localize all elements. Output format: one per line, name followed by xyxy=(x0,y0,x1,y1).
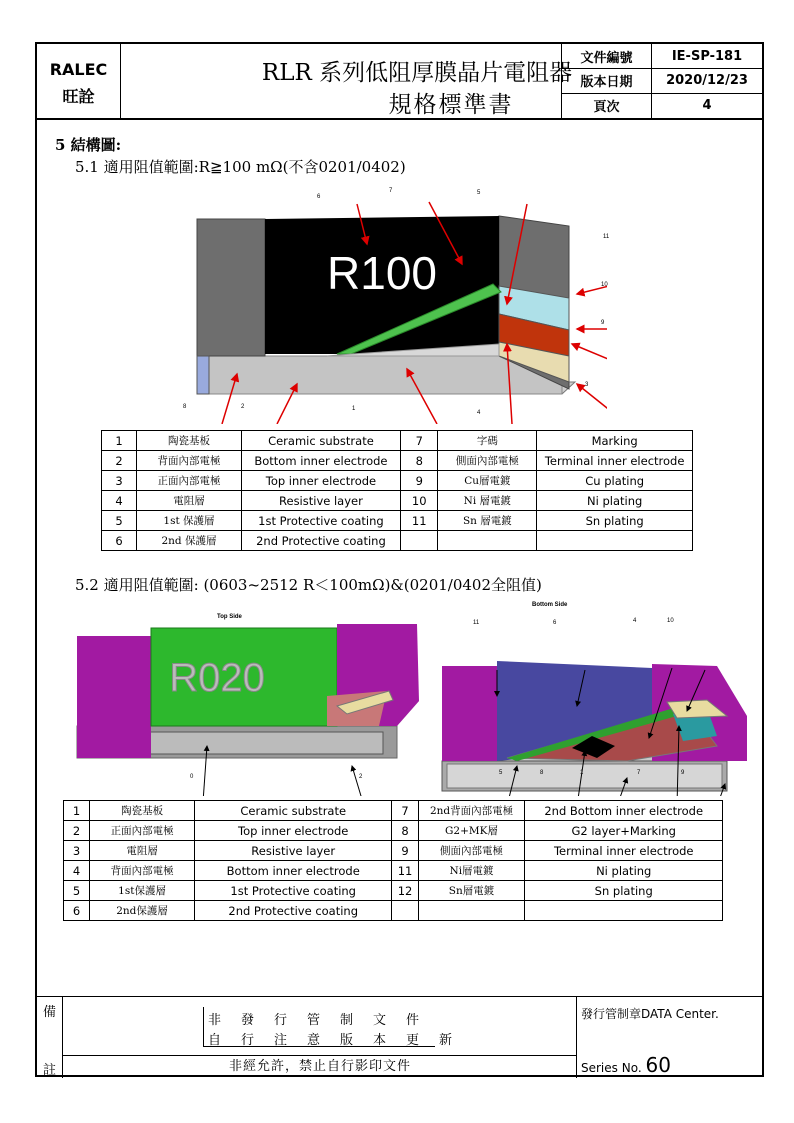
subsection-5-2: 5.2 適用阻值範圍: (0603~2512 R＜100mΩ)&(0201/0402全阻值) xyxy=(75,576,542,594)
table-cell: 2nd保護層 xyxy=(90,901,195,921)
series-value: 60 xyxy=(645,1053,671,1077)
parts-table-2 xyxy=(63,800,723,921)
table-row xyxy=(102,491,693,511)
doc-info-table xyxy=(561,44,762,118)
bottom-callout-11: 11 xyxy=(473,620,480,626)
bottom-side-view xyxy=(442,661,747,796)
table-cell: Terminal inner electrode xyxy=(525,841,723,861)
table-cell: Cu層電鍍 xyxy=(438,471,537,491)
page-value: 4 xyxy=(652,93,763,118)
table-cell: Top inner electrode xyxy=(194,821,391,841)
parts-table-1 xyxy=(101,430,693,551)
table-cell: Ni層電鍍 xyxy=(418,861,525,881)
callout-2: 2 xyxy=(241,404,245,410)
table-row xyxy=(64,881,723,901)
callout-5: 5 xyxy=(477,190,481,196)
table-cell: 5 xyxy=(102,511,137,531)
table-cell: Ni plating xyxy=(537,491,693,511)
table-cell: Resistive layer xyxy=(241,491,400,511)
table-cell: Cu plating xyxy=(537,471,693,491)
title-line2: 規格標準書 xyxy=(388,92,514,118)
table-cell: 1st 保護層 xyxy=(137,511,242,531)
date-label: 版本日期 xyxy=(562,69,652,94)
document-title xyxy=(121,44,573,118)
structure-figure-1 xyxy=(167,184,610,424)
table-cell: Ceramic substrate xyxy=(241,431,400,451)
table-row xyxy=(64,821,723,841)
table-cell: 9 xyxy=(392,841,418,861)
table-row xyxy=(102,531,693,551)
bottom-callout-9: 9 xyxy=(681,770,685,776)
table-cell: 陶瓷基板 xyxy=(137,431,242,451)
remark-bottom: 註 xyxy=(43,1063,57,1078)
table-cell: 4 xyxy=(64,861,90,881)
table-cell: 4 xyxy=(102,491,137,511)
table-cell: 側面內部電極 xyxy=(418,841,525,861)
table-cell: 8 xyxy=(401,451,438,471)
bottom-callout-5: 5 xyxy=(499,770,503,776)
table-cell: 正面內部電極 xyxy=(137,471,242,491)
table-cell: 6 xyxy=(64,901,90,921)
table-row xyxy=(102,511,693,531)
table-cell: 9 xyxy=(401,471,438,491)
table-cell xyxy=(537,531,693,551)
table-cell: Bottom inner electrode xyxy=(241,451,400,471)
table-cell: Sn 層電鍍 xyxy=(438,511,537,531)
table-cell: Ceramic substrate xyxy=(194,801,391,821)
control-cell xyxy=(577,997,762,1078)
table-cell: 1st保護層 xyxy=(90,881,195,901)
table-row xyxy=(102,471,693,491)
top-side-view xyxy=(77,624,419,796)
table-cell: 3 xyxy=(64,841,90,861)
stamp-line2: 自行注意版本更新 xyxy=(208,1033,473,1048)
marking-text-2: R020 xyxy=(169,656,265,700)
company-en: RALEC xyxy=(49,60,108,79)
table-cell: 2nd Bottom inner electrode xyxy=(525,801,723,821)
table-cell xyxy=(438,531,537,551)
table-cell: 電阻層 xyxy=(137,491,242,511)
control-stamp: 發行管制章DATA Center. xyxy=(581,1007,719,1021)
bottom-callout-7: 7 xyxy=(637,770,641,776)
callout-11: 11 xyxy=(603,234,610,240)
table-cell: G2 layer+Marking xyxy=(525,821,723,841)
table-cell: 12 xyxy=(392,881,418,901)
table-cell: Sn plating xyxy=(525,881,723,901)
document-footer xyxy=(37,996,762,1077)
company-cell xyxy=(37,44,121,118)
table-cell: 2nd Protective coating xyxy=(241,531,400,551)
table-cell: 正面內部電極 xyxy=(90,821,195,841)
table-cell: 1st Protective coating xyxy=(194,881,391,901)
table-cell: Ni plating xyxy=(525,861,723,881)
callout-1: 1 xyxy=(352,406,356,412)
table-row xyxy=(64,801,723,821)
series-label: Series No. xyxy=(581,1061,642,1075)
stamp-line1: 非發行管制文件 xyxy=(208,1013,440,1028)
table-cell: Terminal inner electrode xyxy=(537,451,693,471)
table-cell: 側面內部電極 xyxy=(438,451,537,471)
remark-top: 備 xyxy=(43,1005,57,1020)
bottom-left-terminal-shape xyxy=(442,666,497,761)
table-cell: 陶瓷基板 xyxy=(90,801,195,821)
top-left-terminal-shape xyxy=(77,636,151,758)
date-value: 2020/12/23 xyxy=(652,69,763,94)
table-cell: 8 xyxy=(392,821,418,841)
table-cell: 2nd背面內部電極 xyxy=(418,801,525,821)
top-callout-0: 0 xyxy=(190,774,194,780)
copy-notice: 非經允許，禁止自行影印文件 xyxy=(63,1055,577,1078)
doc-no-label: 文件編號 xyxy=(562,44,652,69)
table-cell xyxy=(418,901,525,921)
bottom-callout-10: 10 xyxy=(667,618,674,624)
table-cell: Top inner electrode xyxy=(241,471,400,491)
bottom-callout-8: 8 xyxy=(540,770,544,776)
remark-cell xyxy=(37,997,63,1078)
table-row xyxy=(64,861,723,881)
callout-6: 6 xyxy=(317,194,321,200)
notice-cell xyxy=(63,997,577,1078)
table-cell: 5 xyxy=(64,881,90,901)
document-header xyxy=(37,44,762,120)
table-cell: Ni 層電鍍 xyxy=(438,491,537,511)
table-cell: 6 xyxy=(102,531,137,551)
bottom-callout-6: 6 xyxy=(553,620,557,626)
table-cell: 1st Protective coating xyxy=(241,511,400,531)
table-row xyxy=(102,431,693,451)
structure-figure-2 xyxy=(67,596,757,796)
section-title: 5 結構圖: xyxy=(55,136,122,154)
bottom-callout-4: 4 xyxy=(633,618,637,624)
series-number xyxy=(581,1053,671,1077)
table-row xyxy=(64,841,723,861)
table-cell: Sn層電鍍 xyxy=(418,881,525,901)
table-cell: 2 xyxy=(64,821,90,841)
table-cell xyxy=(525,901,723,921)
left-terminal-shape xyxy=(197,219,265,356)
callout-7: 7 xyxy=(389,188,393,194)
table-row xyxy=(102,451,693,471)
table-cell: 3 xyxy=(102,471,137,491)
callout-4: 4 xyxy=(477,410,481,416)
marking-text: R100 xyxy=(327,247,437,299)
doc-no-value: IE-SP-181 xyxy=(652,44,763,69)
callout-8: 8 xyxy=(183,404,187,410)
subsection-5-1: 5.1 適用阻值範圍:R≧100 mΩ(不含0201/0402) xyxy=(75,158,406,176)
page-frame xyxy=(35,42,764,1077)
table-cell: 2nd 保護層 xyxy=(137,531,242,551)
table-cell: 2 xyxy=(102,451,137,471)
table-cell: 7 xyxy=(392,801,418,821)
table-cell: 電阻層 xyxy=(90,841,195,861)
table-cell: Resistive layer xyxy=(194,841,391,861)
table-cell: Marking xyxy=(537,431,693,451)
table-cell: 10 xyxy=(401,491,438,511)
table-cell: 1 xyxy=(102,431,137,451)
table-cell: Sn plating xyxy=(537,511,693,531)
bottom-side-label: Bottom Side xyxy=(532,602,568,608)
table-cell: 背面內部電極 xyxy=(90,861,195,881)
table-cell xyxy=(401,531,438,551)
table-cell: 字碼 xyxy=(438,431,537,451)
page-label: 頁次 xyxy=(562,93,652,118)
table-cell xyxy=(392,901,418,921)
table-row xyxy=(64,901,723,921)
table-cell: 背面內部電極 xyxy=(137,451,242,471)
table-cell: 11 xyxy=(392,861,418,881)
uncontrolled-stamp xyxy=(203,1007,473,1048)
callout-9: 9 xyxy=(601,320,605,326)
table-cell: 7 xyxy=(401,431,438,451)
table-cell: 2nd Protective coating xyxy=(194,901,391,921)
table-cell: G2+MK層 xyxy=(418,821,525,841)
callout-10: 10 xyxy=(601,282,608,288)
table-cell: 11 xyxy=(401,511,438,531)
top-side-label: Top Side xyxy=(217,614,242,620)
company-zh: 旺詮 xyxy=(62,87,95,106)
title-line1: RLR 系列低阻厚膜晶片電阻器 xyxy=(261,60,573,86)
top-callout-2: 2 xyxy=(359,774,363,780)
callout-3: 3 xyxy=(585,382,589,388)
bottom-callout-1: 1 xyxy=(580,770,584,776)
table-cell: 1 xyxy=(64,801,90,821)
table-cell: Bottom inner electrode xyxy=(194,861,391,881)
